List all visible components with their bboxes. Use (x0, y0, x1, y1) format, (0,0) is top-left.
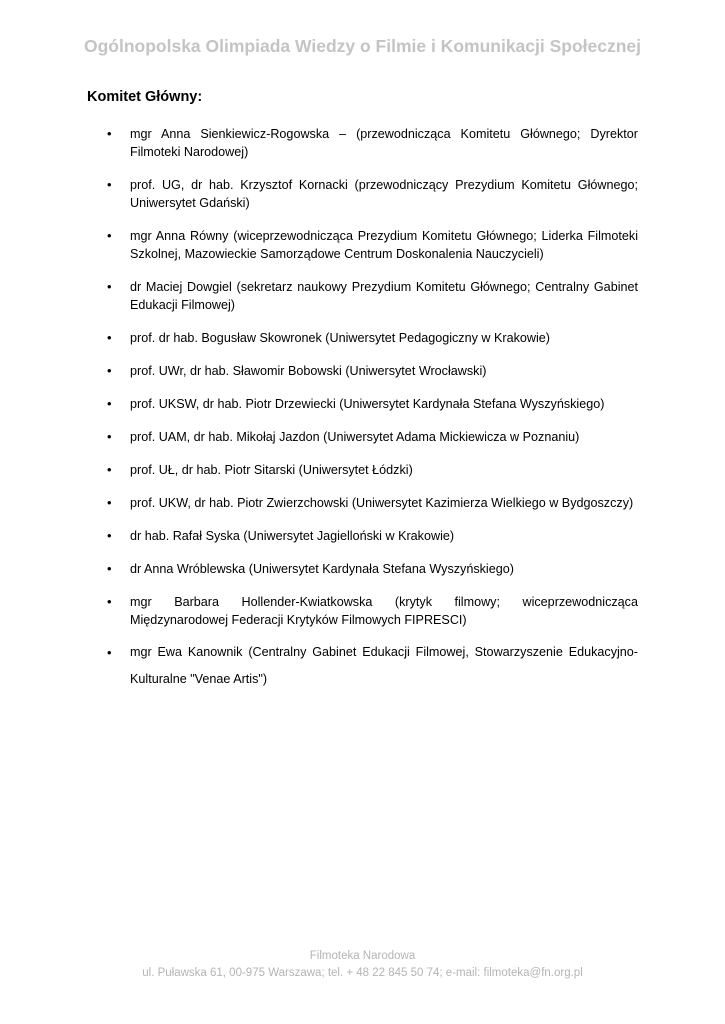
bullet-icon: • (107, 645, 112, 660)
member-text: prof. UAM, dr hab. Mikołaj Jazdon (Uniwersytet Adama Mickiewicza w Poznaniu) (130, 430, 580, 444)
footer-contact: ul. Puławska 61, 00-975 Warszawa; tel. + 48 22 845 50 74; e-mail: filmoteka@fn.org.pl (142, 967, 583, 979)
member-text: dr Maciej Dowgiel (sekretarz naukowy Prezydium Komitetu Głównego; Centralny Gabinet Edukacji Filmowej) (130, 280, 638, 312)
bullet-icon: • (107, 126, 112, 141)
bullet-icon: • (107, 594, 112, 609)
member-text: prof. UKSW, dr hab. Piotr Drzewiecki (Uniwersytet Kardynała Stefana Wyszyńskiego) (130, 397, 605, 411)
list-item (0, 395, 725, 413)
member-text: mgr Anna Sienkiewicz-Rogowska – (przewodnicząca Komitetu Głównego; Dyrektor Filmoteki Narodowej) (130, 127, 638, 159)
member-text: prof. UWr, dr hab. Sławomir Bobowski (Uniwersytet Wrocławski) (130, 364, 487, 378)
bullet-icon: • (107, 228, 112, 243)
list-item (0, 560, 725, 578)
member-text: prof. dr hab. Bogusław Skowronek (Uniwersytet Pedagogiczny w Krakowie) (130, 331, 550, 345)
list-item (0, 461, 725, 479)
list-item (0, 527, 725, 545)
member-text: prof. UŁ, dr hab. Piotr Sitarski (Uniwersytet Łódzki) (130, 463, 413, 477)
list-item (0, 278, 725, 314)
page-footer (0, 948, 725, 982)
member-text: mgr Anna Równy (wiceprzewodnicząca Prezydium Komitetu Głównego; Liderka Filmoteki Szkolnej, Mazowieckie Samorządowe Centrum Doskonalenia Nauczycieli) (130, 229, 638, 261)
bullet-icon: • (107, 528, 112, 543)
section-title: Komitet Główny: (87, 89, 203, 105)
bullet-icon: • (107, 495, 112, 510)
list-item (0, 428, 725, 446)
member-text: dr Anna Wróblewska (Uniwersytet Kardynała Stefana Wyszyńskiego) (130, 562, 514, 576)
bullet-icon: • (107, 330, 112, 345)
member-text: mgr Barbara Hollender-Kwiatkowska (krytyk filmowy; wiceprzewodnicząca Międzynarodowej Federacji Krytyków Filmowych FIPRESCI) (130, 595, 638, 627)
member-text: dr hab. Rafał Syska (Uniwersytet Jagielloński w Krakowie) (130, 529, 455, 543)
list-item (0, 176, 725, 212)
member-text: prof. UG, dr hab. Krzysztof Kornacki (przewodniczący Prezydium Komitetu Głównego; Uniwersytet Gdański) (130, 178, 638, 210)
member-text: mgr Ewa Kanownik (Centralny Gabinet Edukacji Filmowej, Stowarzyszenie Edukacyjno-Kulturalne "Venae Artis") (130, 645, 638, 686)
bullet-icon: • (107, 177, 112, 192)
list-item (0, 593, 725, 629)
bullet-icon: • (107, 396, 112, 411)
bullet-icon: • (107, 429, 112, 444)
list-item (0, 494, 725, 512)
page-header: Ogólnopolska Olimpiada Wiedzy o Filmie i Komunikacji Społecznej (83, 36, 642, 56)
bullet-icon: • (107, 363, 112, 378)
member-text: prof. UKW, dr hab. Piotr Zwierzchowski (Uniwersytet Kazimierza Wielkiego w Bydgoszczy) (130, 496, 634, 510)
list-item (0, 125, 725, 161)
bullet-icon: • (107, 561, 112, 576)
list-item (0, 227, 725, 263)
bullet-icon: • (107, 279, 112, 294)
list-item (0, 362, 725, 380)
bullet-icon: • (107, 462, 112, 477)
list-item (0, 329, 725, 347)
list-item (0, 639, 725, 693)
footer-organization: Filmoteka Narodowa (309, 950, 416, 962)
members-list (0, 125, 725, 693)
